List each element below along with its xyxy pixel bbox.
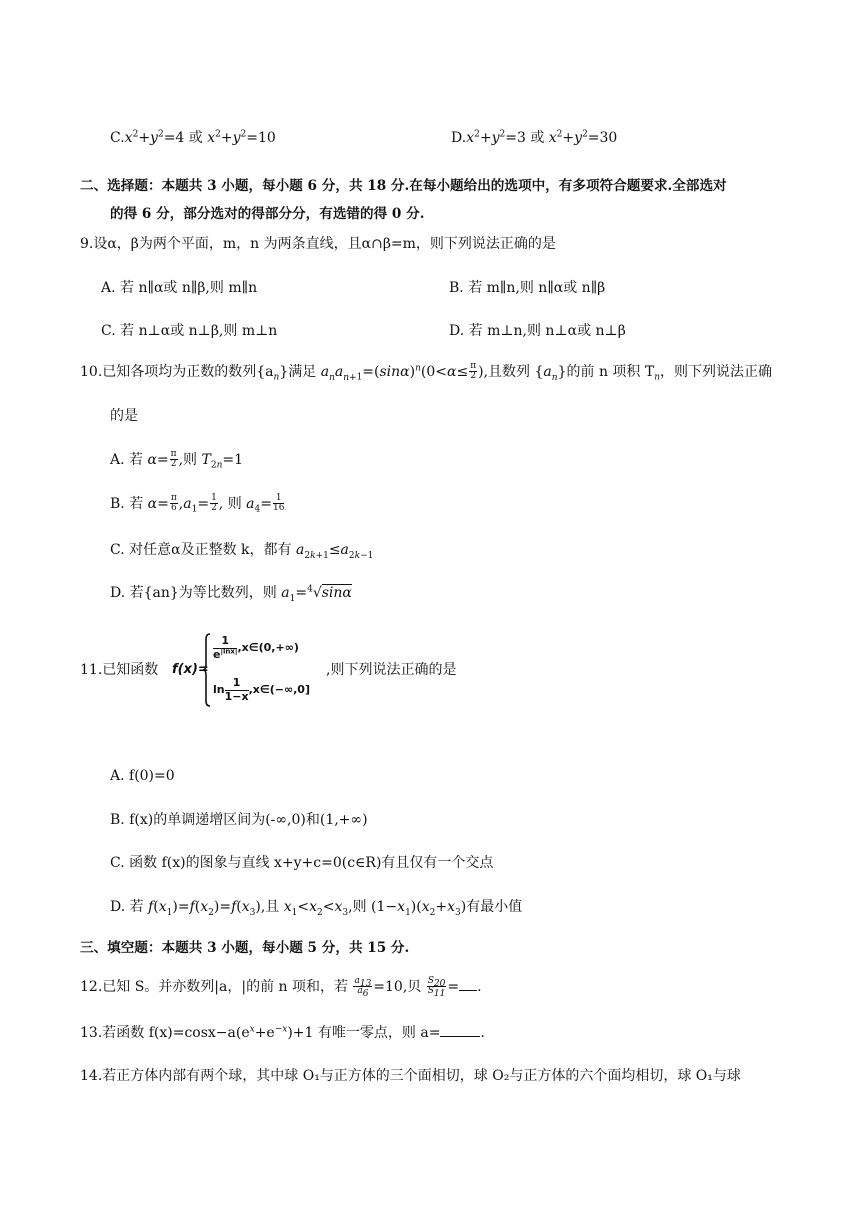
q13-answer-blank[interactable] bbox=[440, 1024, 480, 1037]
section-heading-fill-in: 三、填空题：本题共 3 小题，每小题 5 分，共 15 分. bbox=[80, 940, 410, 956]
section-heading-multiple-choice-cont: 的得 6 分，部分选对的得部分分，有选错的得 0 分. bbox=[110, 206, 425, 222]
q11-function-name: f(x)= bbox=[172, 662, 209, 677]
q14-stem: 14.若正方体内部有两个球，其中球 O₁与正方体的三个面相切，球 O₂与正方体的六个面均相切，球 O₁与球 bbox=[80, 1068, 741, 1084]
q10-option-a: A. 若 α= $\frac{\pi}{2}$ ,则 $T_{2n}=1$ bbox=[110, 449, 244, 471]
q9-stem: 9.设α，β为两个平面，m，n 为两条直线，且α∩β=m，则下列说法正确的是 bbox=[80, 236, 556, 252]
q9-option-d: D. 若 m⊥n,则 n⊥α或 n⊥β bbox=[449, 323, 626, 339]
q8-option-c: $C.x^2+y^2=4$ 或 $x^2+y^2=10$ bbox=[110, 129, 276, 146]
q10-stem: 10.已知各项均为正数的数列$\{a_n\}$满足 $a_na_{n+1}=(\sin\alpha)^n(0<\alpha\le$ $\frac{\pi}{2}$ ),且数列 $\{a_n\}$的前 n 项积 $T_n$，则下列说法正确 bbox=[80, 361, 773, 383]
q9-option-c: C. 若 n⊥α或 n⊥β,则 m⊥n bbox=[101, 323, 278, 339]
q8-option-d: $D.x^2+y^2=3$ 或 $x^2+y^2=30$ bbox=[451, 129, 618, 146]
q11-option-d: D. 若 $f(x_1)=f(x_2)=f(x_3)$,且 $x_1<x_2<x_3$,则 $(1-x_1)(x_2+x_3)$有最小值 bbox=[110, 899, 523, 918]
q11-option-c: C. 函数 f(x)的图象与直线 x+y+c=0(c∈R)有且仅有一个交点 bbox=[110, 855, 494, 871]
q9-option-b: B. 若 m∥n,则 n∥α或 n∥β bbox=[449, 280, 606, 296]
q11-stem-prefix: 11.已知函数 bbox=[80, 662, 159, 678]
q10-stem-cont: 的是 bbox=[110, 408, 138, 424]
q11-option-b: B. f(x)的单调递增区间为(-∞,0)和(1,+∞) bbox=[110, 812, 368, 828]
left-brace-icon bbox=[203, 633, 211, 707]
q10-option-c: C. 对任意α及正整数 k，都有 $a_{2k+1}\le a_{2k-1}$ bbox=[110, 542, 374, 561]
piecewise-function-image: $\frac{1}{e^{|lnx|}}$ ,x∈(0,+∞) ln $\frac{1}{1-x}$ ,x∈(−∞,0] bbox=[203, 633, 325, 709]
q9-option-a: A. 若 n∥α或 n∥β,则 m∥n bbox=[101, 280, 258, 296]
q11-option-a: A. f(0)=0 bbox=[110, 768, 175, 784]
q12-answer-blank[interactable] bbox=[459, 978, 477, 991]
q13-stem: 13.若函数 $f(x)=\cos x-a(e^x+e^{-x})+1$ 有唯一零点，则 a= . bbox=[80, 1024, 485, 1041]
q10-option-b: B. 若 α= $\frac{\pi}{6}$ $,a_1=$ $\frac{1}{2}$ , 则 $a_4=$ $\frac{1}{16}$ bbox=[110, 493, 285, 515]
section-heading-multiple-choice: 二、选择题：本题共 3 小题，每小题 6 分，共 18 分.在每小题给出的选项中，有多项符合题要求.全部选对 bbox=[80, 178, 727, 194]
q12-stem: 12.已知 S。并亦数列|a，|的前 n 项和，若 $\frac{a_{13}}{a_6}$ =10,贝 $\frac{S_{20}}{S_{11}}$ = . bbox=[80, 976, 482, 1000]
q11-stem-suffix: ,则下列说法正确的是 bbox=[326, 662, 457, 678]
q10-option-d: D. 若{an}为等比数列，则 $a_1=^4√\sin\alpha$ bbox=[110, 584, 352, 604]
